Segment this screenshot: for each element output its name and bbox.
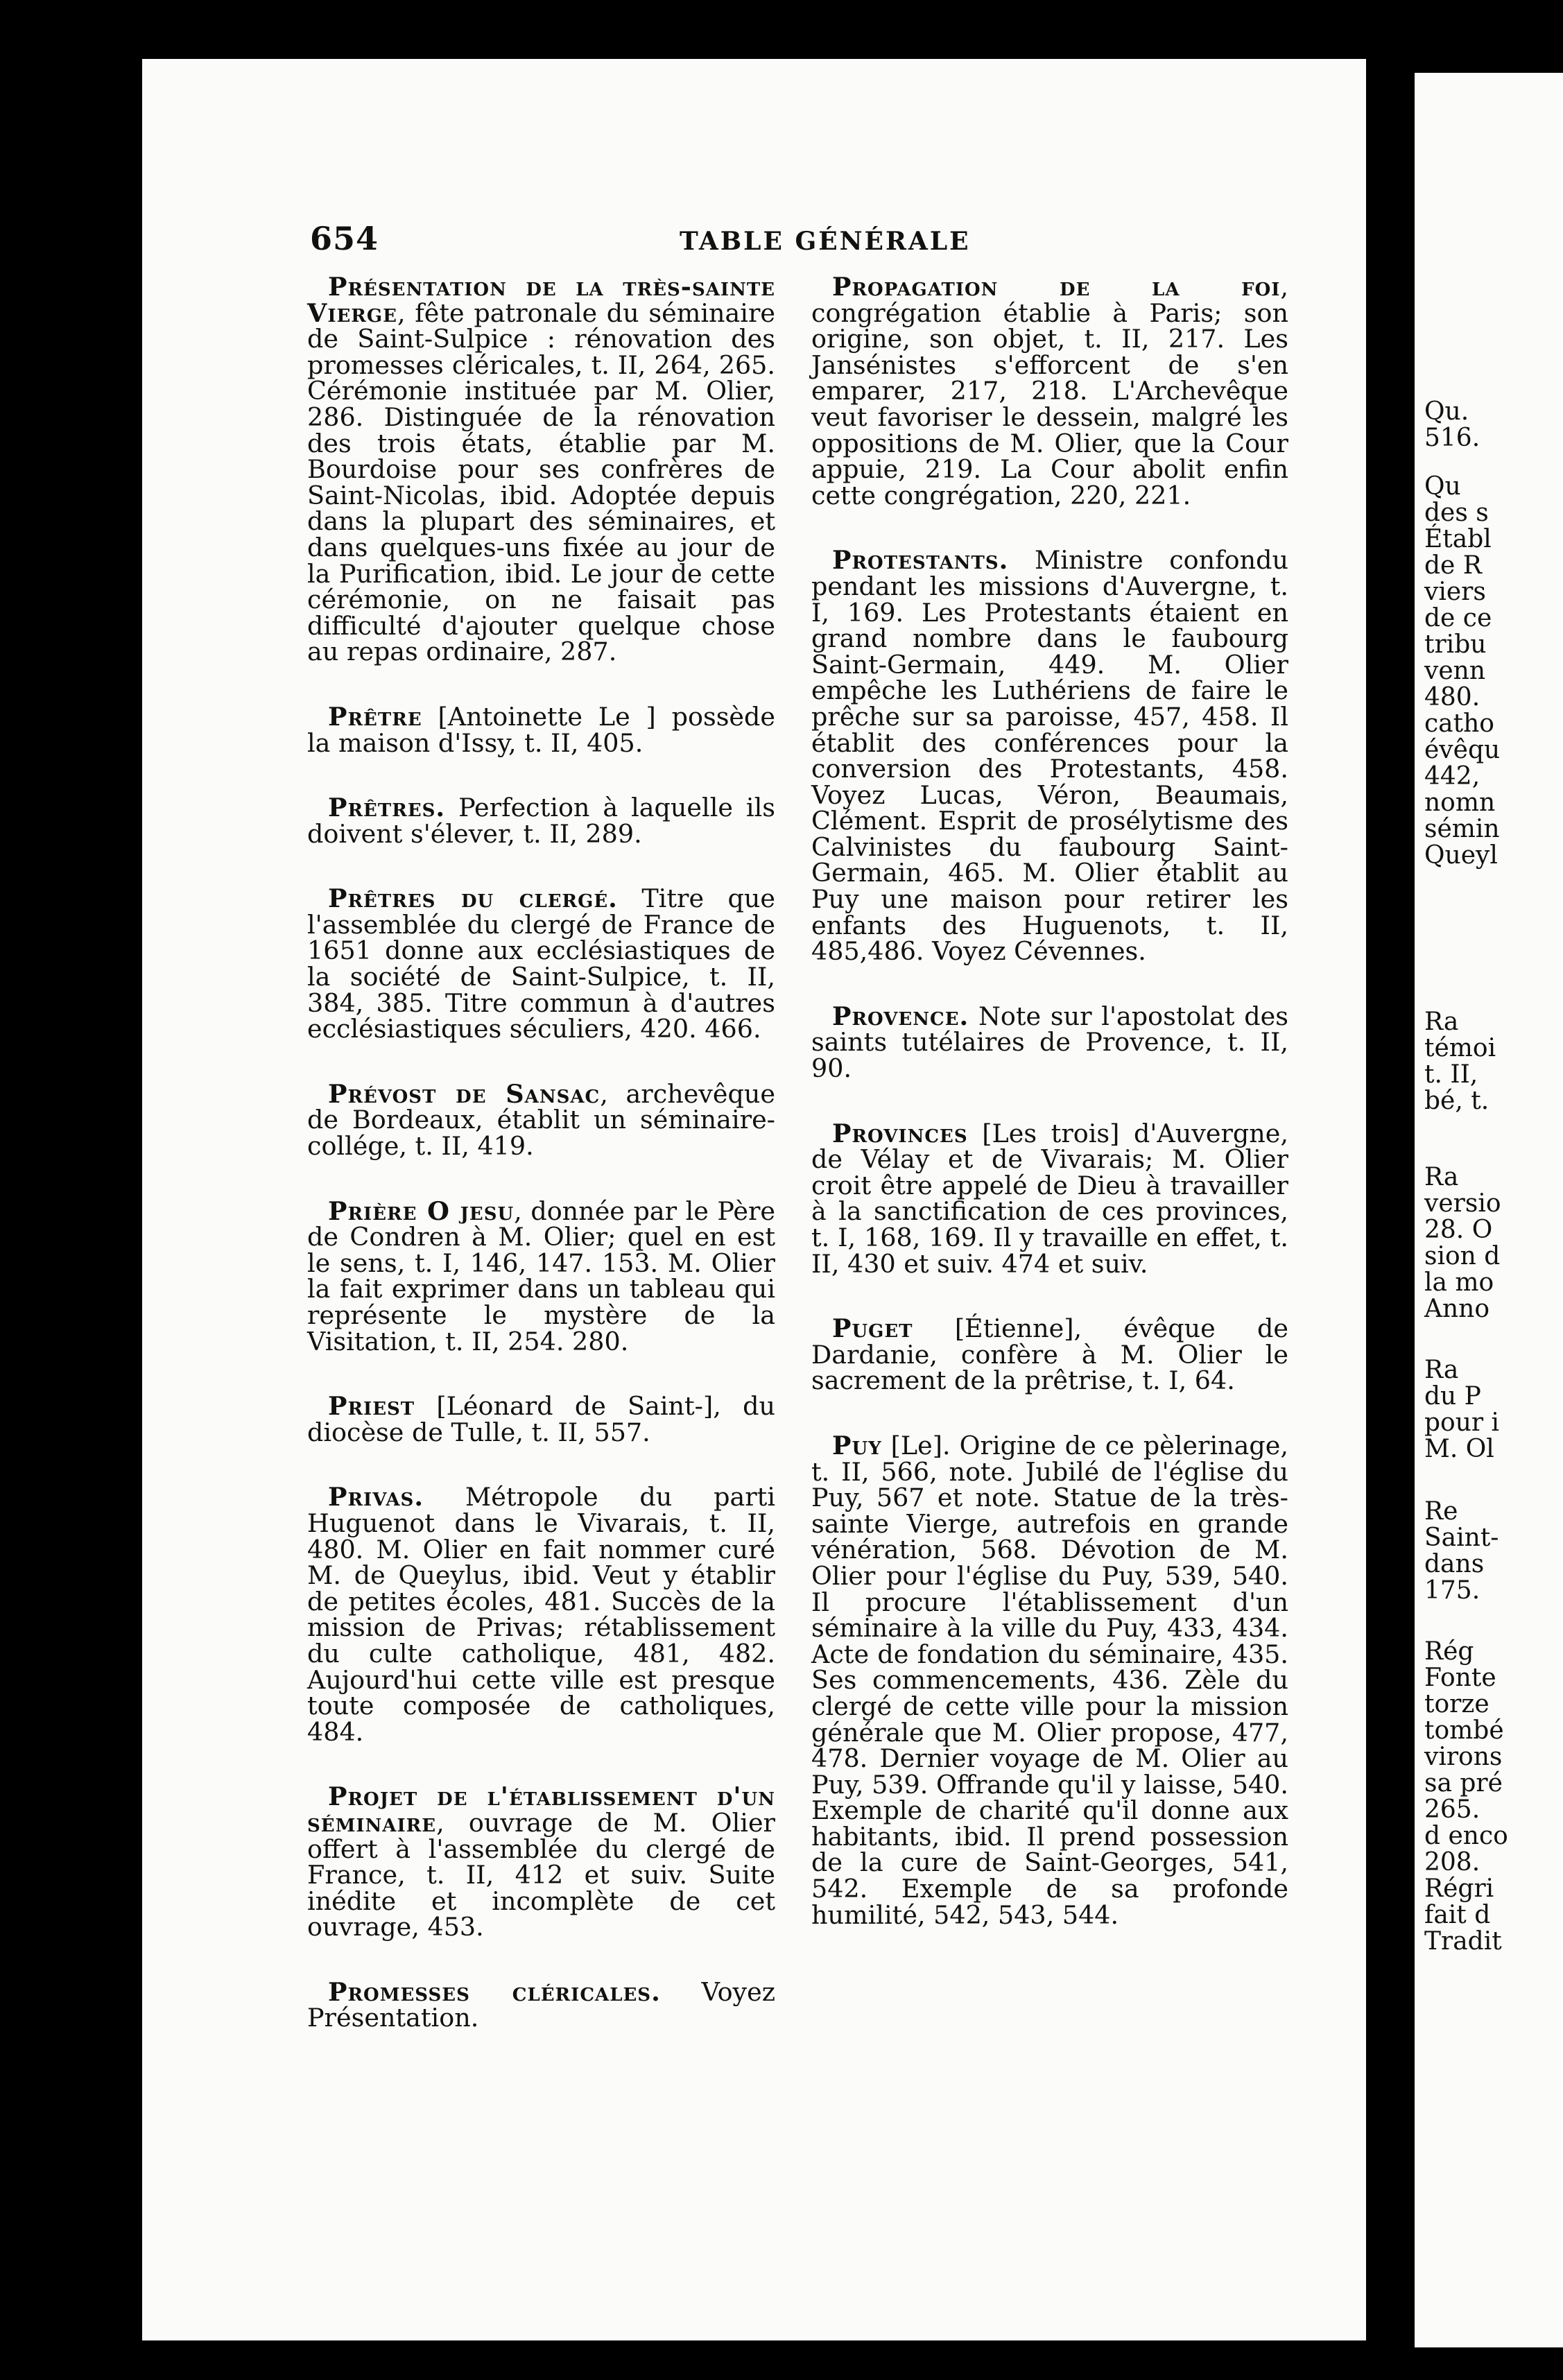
index-entry <box>307 1484 775 1745</box>
index-entry <box>811 1430 1288 1930</box>
fragment-line: M. Ol <box>1424 1435 1494 1463</box>
index-entry <box>307 1393 775 1445</box>
entry-text: , ouvrage de M. Olier offert à l'assemblée du clergé de France, t. II, 412 et suiv. Suite inédite et incomplète de cet ouvrage, 453. <box>307 1807 775 1942</box>
fragment-line: torze <box>1424 1690 1489 1718</box>
entry-text: [Léonard de Saint-], du diocèse de Tulle, t. II, 557. <box>307 1391 775 1447</box>
fragment-line: Queyl <box>1424 841 1498 870</box>
running-title: TABLE GÉNÉRALE <box>680 227 971 256</box>
fragment-line: Anno <box>1424 1295 1490 1323</box>
entry-head: Prêtres du clergé. <box>328 883 618 914</box>
fragment-line: virons <box>1424 1743 1503 1771</box>
fragment-line: fait d <box>1424 1901 1491 1929</box>
index-entry <box>811 1313 1288 1396</box>
fragment-line: témoi <box>1424 1034 1496 1062</box>
fragment-line: 480. <box>1424 683 1480 712</box>
fragment-line: viers <box>1424 578 1486 606</box>
book-page <box>142 59 1366 2340</box>
entry-head: Prévost de Sansac <box>328 1078 601 1109</box>
entry-head: Promesses cléricales. <box>328 1976 661 2007</box>
entry-head: Protestants. <box>832 545 1009 576</box>
right-column <box>811 274 1288 1967</box>
fragment-line: venn <box>1424 657 1486 685</box>
page-header <box>142 220 1366 261</box>
left-column <box>307 274 775 2070</box>
index-entry <box>811 1118 1288 1279</box>
fragment-line: Fonte <box>1424 1664 1496 1692</box>
fragment-line: du P <box>1424 1382 1481 1411</box>
entry-text: Métropole du parti Huguenot dans le Vivarais, t. II, 480. M. Olier en fait nommer curé M. de Queylus, ibid. Veut y établir de petites écoles, 481. Succès de la mission de Privas; rétablissement du culte catholique, 481, 482. Aujourd'hui cette ville est presque toute composée de catholiques, 484. <box>307 1482 775 1747</box>
entry-text: Titre que l'assemblée du clergé de France de 1651 donne aux ecclésiastiques de la société de Saint-Sulpice, t. II, 384, 385. Titre commun à d'autres ecclésiastiques séculiers, 420. 466. <box>307 883 775 1044</box>
entry-text: [Étienne], évêque de Dardanie, confère à M. Olier le sacrement de la prêtrise, t. I, 64. <box>811 1313 1288 1396</box>
entry-head: Projet de l'établissement d'un séminaire <box>307 1782 775 1838</box>
entry-text: Ministre confondu pendant les missions d'Auvergne, t. I, 169. Les Protestants étaient en grand nombre dans le faubourg Saint-Germain, 449. M. Olier empêche les Luthériens de faire le prêche sur sa paroisse, 457, 458. Il établit des conférences pour la conversion des Protestants, 458. Voyez Lucas, Véron, Beaumais, Clément. Esprit de prosélytisme des Calvinistes du faubourg Saint-Germain, 465. M. Olier établit au Puy une maison pour retirer les enfants des Huguenots, t. II, 485,486. Voyez Cévennes. <box>811 545 1288 967</box>
page-number: 654 <box>310 220 379 257</box>
fragment-line: Ra <box>1424 1008 1459 1036</box>
entry-head: Privas. <box>328 1482 424 1512</box>
index-entry <box>307 795 775 847</box>
index-entry <box>811 274 1288 508</box>
fragment-line: tombé <box>1424 1716 1504 1745</box>
entry-head: Propagation de la foi <box>832 272 1281 302</box>
index-entry <box>307 1198 775 1355</box>
fragment-line: 208. <box>1424 1848 1480 1877</box>
entry-head: Prêtre <box>328 701 422 732</box>
fragment-line: tribu <box>1424 630 1487 659</box>
fragment-line: catho <box>1424 709 1494 738</box>
fragment-line: nomn <box>1424 788 1496 817</box>
fragment-line: Tradit <box>1424 1927 1502 1956</box>
index-entry <box>307 883 775 1044</box>
entry-text: Note sur l'apostolat des saints tutélaires de Provence, t. II, 90. <box>811 1001 1288 1084</box>
fragment-line: pour i <box>1424 1408 1500 1437</box>
fragment-line: dans <box>1424 1550 1485 1578</box>
fragment-line: de R <box>1424 551 1482 580</box>
index-entry <box>307 1078 775 1162</box>
entry-head: Puget <box>832 1313 913 1344</box>
fragment-line: la mo <box>1424 1268 1494 1297</box>
entry-text: , donnée par le Père de Condren à M. Olier; quel en est le sens, t. I, 146, 147. 153. M. Olier la fait exprimer dans un tableau qui représente le mystère de la Visitation, t. II, 254. 280. <box>307 1196 775 1356</box>
fragment-line: sa pré <box>1424 1769 1503 1797</box>
fragment-line: Qu. <box>1424 397 1469 426</box>
fragment-line: t. II, <box>1424 1060 1478 1089</box>
fragment-line: sion d <box>1424 1242 1501 1270</box>
fragment-line: 265. <box>1424 1795 1480 1824</box>
index-entry <box>307 274 775 665</box>
index-entry <box>307 701 775 758</box>
fragment-line: Ra <box>1424 1356 1459 1384</box>
fragment-line: bé, t. <box>1424 1087 1489 1115</box>
index-entry <box>307 1976 775 2033</box>
entry-text: , fête patronale du séminaire de Saint-Sulpice : rénovation des promesses cléricales, t. II, 264, 265. Cérémonie instituée par M. Olier, 286. Distinguée de la rénovation des trois états, établie par M. Bourdoise pour ses confrères de Saint-Nicolas, ibid. Adoptée depuis dans la plupart des séminaires, et dans quelques-uns fixée au jour de la Purification, ibid. Le jour de cette cérémonie, on ne faisait pas difficulté d'ajouter quelque chose au repas ordinaire, 287. <box>307 298 775 667</box>
entry-text: [Les trois] d'Auvergne, de Vélay et de Vivarais; M. Olier croit être appelé de Dieu à travailler à la sanctification de ces provinces, t. I, 168, 169. Il y travaille en effet, t. II, 430 et suiv. 474 et suiv. <box>811 1118 1288 1279</box>
fragment-line: Qu <box>1424 472 1461 501</box>
entry-head: Prière O jesu <box>328 1196 515 1226</box>
fragment-line: 516. <box>1424 424 1480 452</box>
fragment-line: Rég <box>1424 1637 1474 1666</box>
fragment-line: Ra <box>1424 1163 1459 1191</box>
entry-text: Perfection à laquelle ils doivent s'élever, t. II, 289. <box>307 793 775 849</box>
fragment-line: 442, <box>1424 762 1480 791</box>
fragment-line: Régri <box>1424 1874 1494 1903</box>
index-entry <box>811 547 1288 965</box>
fragment-line: d enco <box>1424 1822 1508 1850</box>
fragment-line: sémin <box>1424 815 1500 843</box>
fragment-line: versio <box>1424 1189 1501 1218</box>
entry-text: [Antoinette Le ] possède la maison d'Issy, t. II, 405. <box>307 701 775 758</box>
entry-text: , congrégation établie à Paris; son origine, son objet, t. II, 217. Les Jansénistes s'efforcent de s'en emparer, 217, 218. L'Archevêque veut favoriser le dessein, malgré les oppositions de M. Olier, que la Cour appuie, 219. La Cour abolit enfin cette congrégation, 220, 221. <box>811 272 1288 510</box>
entry-head: Puy <box>832 1430 882 1460</box>
index-entry <box>811 1003 1288 1082</box>
entry-head: Provinces <box>832 1118 968 1148</box>
fragment-line: Saint- <box>1424 1524 1499 1552</box>
entry-text: Voyez Présentation. <box>307 1976 775 2033</box>
fragment-line: Re <box>1424 1497 1458 1526</box>
fragment-line: évêqu <box>1424 736 1501 764</box>
index-entry <box>307 1784 775 1940</box>
fragment-line: de ce <box>1424 604 1492 632</box>
entry-head: Prêtres. <box>328 793 446 823</box>
entry-head: Priest <box>328 1391 415 1422</box>
fragment-line: Établ <box>1424 525 1492 553</box>
adjacent-page-edge <box>1415 73 1563 2347</box>
fragment-line: 28. O <box>1424 1216 1493 1244</box>
fragment-line: des s <box>1424 499 1489 527</box>
entry-text: , archevêque de Bordeaux, établit un séminaire-collége, t. II, 419. <box>307 1078 775 1162</box>
entry-head: Provence. <box>832 1001 969 1031</box>
fragment-line: 175. <box>1424 1576 1480 1605</box>
entry-text: [Le]. Origine de ce pèlerinage, t. II, 566, note. Jubilé de l'église du Puy, 567 et note. Statue de la très-sainte Vierge, autrefois en grande vénération, 568. Dévotion de M. Olier pour l'église du Puy, 539, 540. Il procure l'établissement d'un séminaire à la ville du Puy, 433, 434. Acte de fondation du séminaire, 435. Ses commencements, 436. Zèle du clergé de cette ville pour la mission générale que M. Olier propose, 477, 478. Dernier voyage de M. Olier au Puy, 539. Offrande qu'il y laisse, 540. Exemple de charité qu'il donne aux habitants, ibid. Il prend possession de la cure de Saint-Georges, 541, 542. Exemple de sa profonde humilité, 542, 543, 544. <box>811 1430 1288 1930</box>
entry-head: Présentation de la très-sainte Vierge <box>307 272 775 328</box>
